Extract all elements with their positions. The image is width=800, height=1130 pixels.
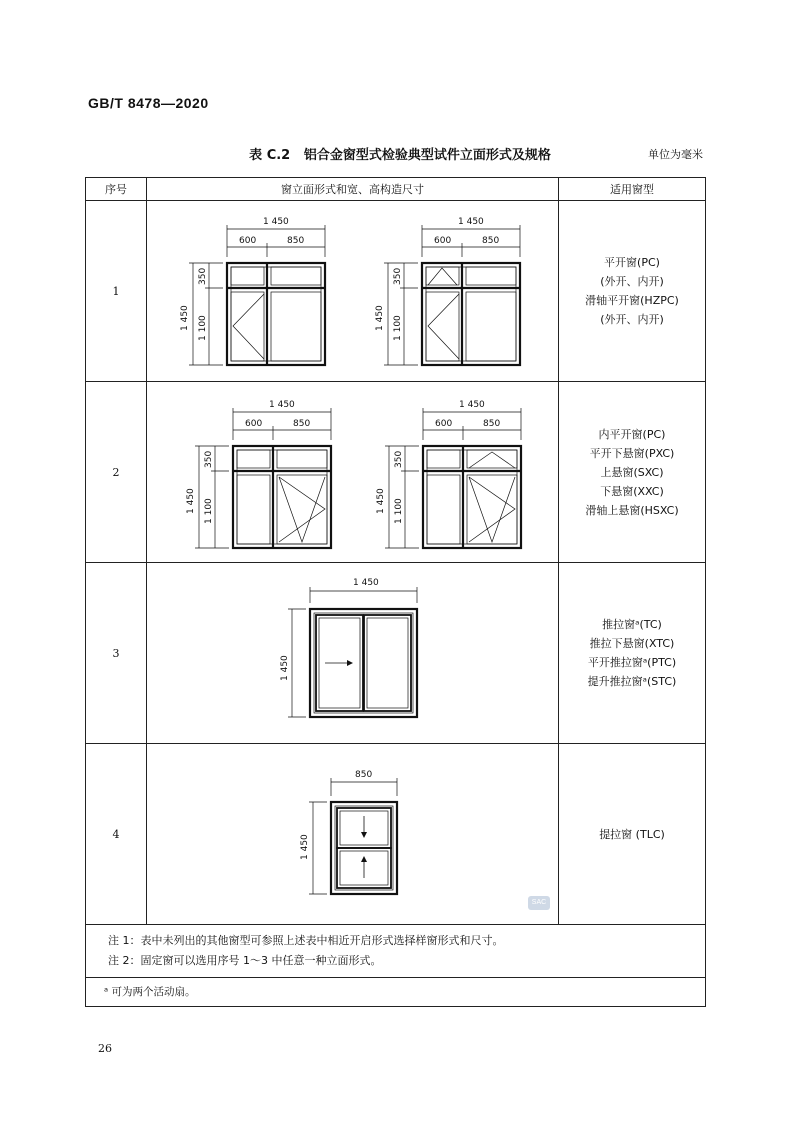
dim-height-2: 1 100 xyxy=(204,498,214,524)
window-type-item: (外开、内开) xyxy=(600,313,664,326)
dim-height-2: 1 100 xyxy=(198,315,208,341)
dim-total-height: 1 450 xyxy=(300,834,310,860)
dim-height-1: 350 xyxy=(198,267,208,285)
page-number: 26 xyxy=(98,1042,112,1055)
table-row xyxy=(86,563,706,744)
dim-height-2: 1 100 xyxy=(393,315,403,341)
col-header-elevation: 窗立面形式和宽、高构造尺寸 xyxy=(147,178,559,201)
dim-total-height: 1 450 xyxy=(180,305,190,331)
dim-total-height: 1 450 xyxy=(376,488,386,514)
col-header-window-types: 适用窗型 xyxy=(559,178,706,201)
window-type-item: (外开、内开) xyxy=(600,275,664,288)
dim-total-width: 1 450 xyxy=(459,400,485,410)
row1-drawings xyxy=(147,201,558,381)
window-type-item: 上悬窗(SXC) xyxy=(600,465,664,479)
dim-total-height: 1 450 xyxy=(280,655,290,681)
seq-cell: 4 xyxy=(86,744,147,925)
table-header-row xyxy=(86,178,706,201)
seq-cell: 2 xyxy=(86,382,147,563)
window-elevation-drawing xyxy=(180,217,325,365)
dim-height-1: 350 xyxy=(204,450,214,468)
spec-table xyxy=(85,177,706,1007)
window-types-cell xyxy=(559,563,706,744)
dim-total-width: 1 450 xyxy=(458,217,484,227)
footnote-row xyxy=(86,978,706,1007)
dim-width-2: 850 xyxy=(482,236,500,246)
row3-drawing xyxy=(147,563,558,743)
dim-height-2: 1 100 xyxy=(394,498,404,524)
dim-total-width: 1 450 xyxy=(263,217,289,227)
window-type-item: 推拉窗ᵃ(TC) xyxy=(602,618,662,631)
row2-drawings xyxy=(147,382,558,562)
table-title-text: 铝合金窗型式检验典型试件立面形式及规格 xyxy=(303,148,551,163)
window-type-item: 平开窗(PC) xyxy=(604,256,660,269)
dim-total-width: 1 450 xyxy=(353,578,379,588)
note-1: 注 1：表中未列出的其他窗型可参照上述表中相近开启形式选择样窗形式和尺寸。 xyxy=(108,934,504,947)
window-elevation-drawing xyxy=(300,770,397,894)
seq-cell: 3 xyxy=(86,563,147,744)
dim-width-1: 600 xyxy=(434,236,452,246)
elevation-cell xyxy=(147,382,559,563)
window-type-item: 提拉窗 (TLC) xyxy=(599,827,665,841)
notes-row xyxy=(86,925,706,978)
dim-height-1: 350 xyxy=(394,450,404,468)
table-row xyxy=(86,201,706,382)
row4-drawing xyxy=(147,744,558,924)
dim-total-height: 1 450 xyxy=(375,305,385,331)
table-row xyxy=(86,744,706,925)
col-header-seq: 序号 xyxy=(86,178,147,201)
window-elevation-drawing xyxy=(375,217,520,365)
window-types-cell xyxy=(559,744,706,925)
window-type-item: 下悬窗(XXC) xyxy=(600,484,664,498)
window-elevation-drawing xyxy=(280,578,417,717)
dim-total-height: 1 450 xyxy=(186,488,196,514)
dim-width-2: 850 xyxy=(287,236,305,246)
window-type-item: 内平开窗(PC) xyxy=(598,427,666,441)
window-elevation-drawing xyxy=(376,400,521,548)
table-row xyxy=(86,382,706,563)
elevation-cell xyxy=(147,744,559,925)
watermark-logo: SAC xyxy=(528,896,550,910)
dim-width-1: 600 xyxy=(245,419,263,429)
standard-number: GB/T 8478—2020 xyxy=(88,95,209,111)
dim-width-2: 850 xyxy=(293,419,311,429)
window-elevation-drawing xyxy=(186,400,331,548)
dim-width-1: 600 xyxy=(239,236,257,246)
table-title-number: 表 C.2 xyxy=(249,148,291,163)
dim-width-1: 600 xyxy=(435,419,453,429)
dim-height-1: 350 xyxy=(393,267,403,285)
window-type-item: 提升推拉窗ᵃ(STC) xyxy=(587,675,677,688)
seq-cell: 1 xyxy=(86,201,147,382)
window-type-item: 推拉下悬窗(XTC) xyxy=(589,637,675,650)
footnote-cell: ᵃ 可为两个活动扇。 xyxy=(86,978,706,1007)
elevation-cell xyxy=(147,563,559,744)
window-type-item: 平开下悬窗(PXC) xyxy=(589,446,675,460)
window-types-cell xyxy=(559,201,706,382)
dim-total-width: 1 450 xyxy=(269,400,295,410)
elevation-cell xyxy=(147,201,559,382)
notes-cell xyxy=(86,925,706,978)
dim-total-width: 850 xyxy=(355,770,373,780)
unit-note: 单位为毫米 xyxy=(648,148,703,161)
note-2: 注 2：固定窗可以选用序号 1～3 中任意一种立面形式。 xyxy=(108,954,382,967)
window-type-item: 滑轴平开窗(HZPC) xyxy=(585,294,679,307)
window-type-item: 平开推拉窗ᵃ(PTC) xyxy=(587,656,677,669)
dim-width-2: 850 xyxy=(483,419,501,429)
window-type-item: 滑轴上悬窗(HSXC) xyxy=(585,503,679,517)
window-types-cell xyxy=(559,382,706,563)
